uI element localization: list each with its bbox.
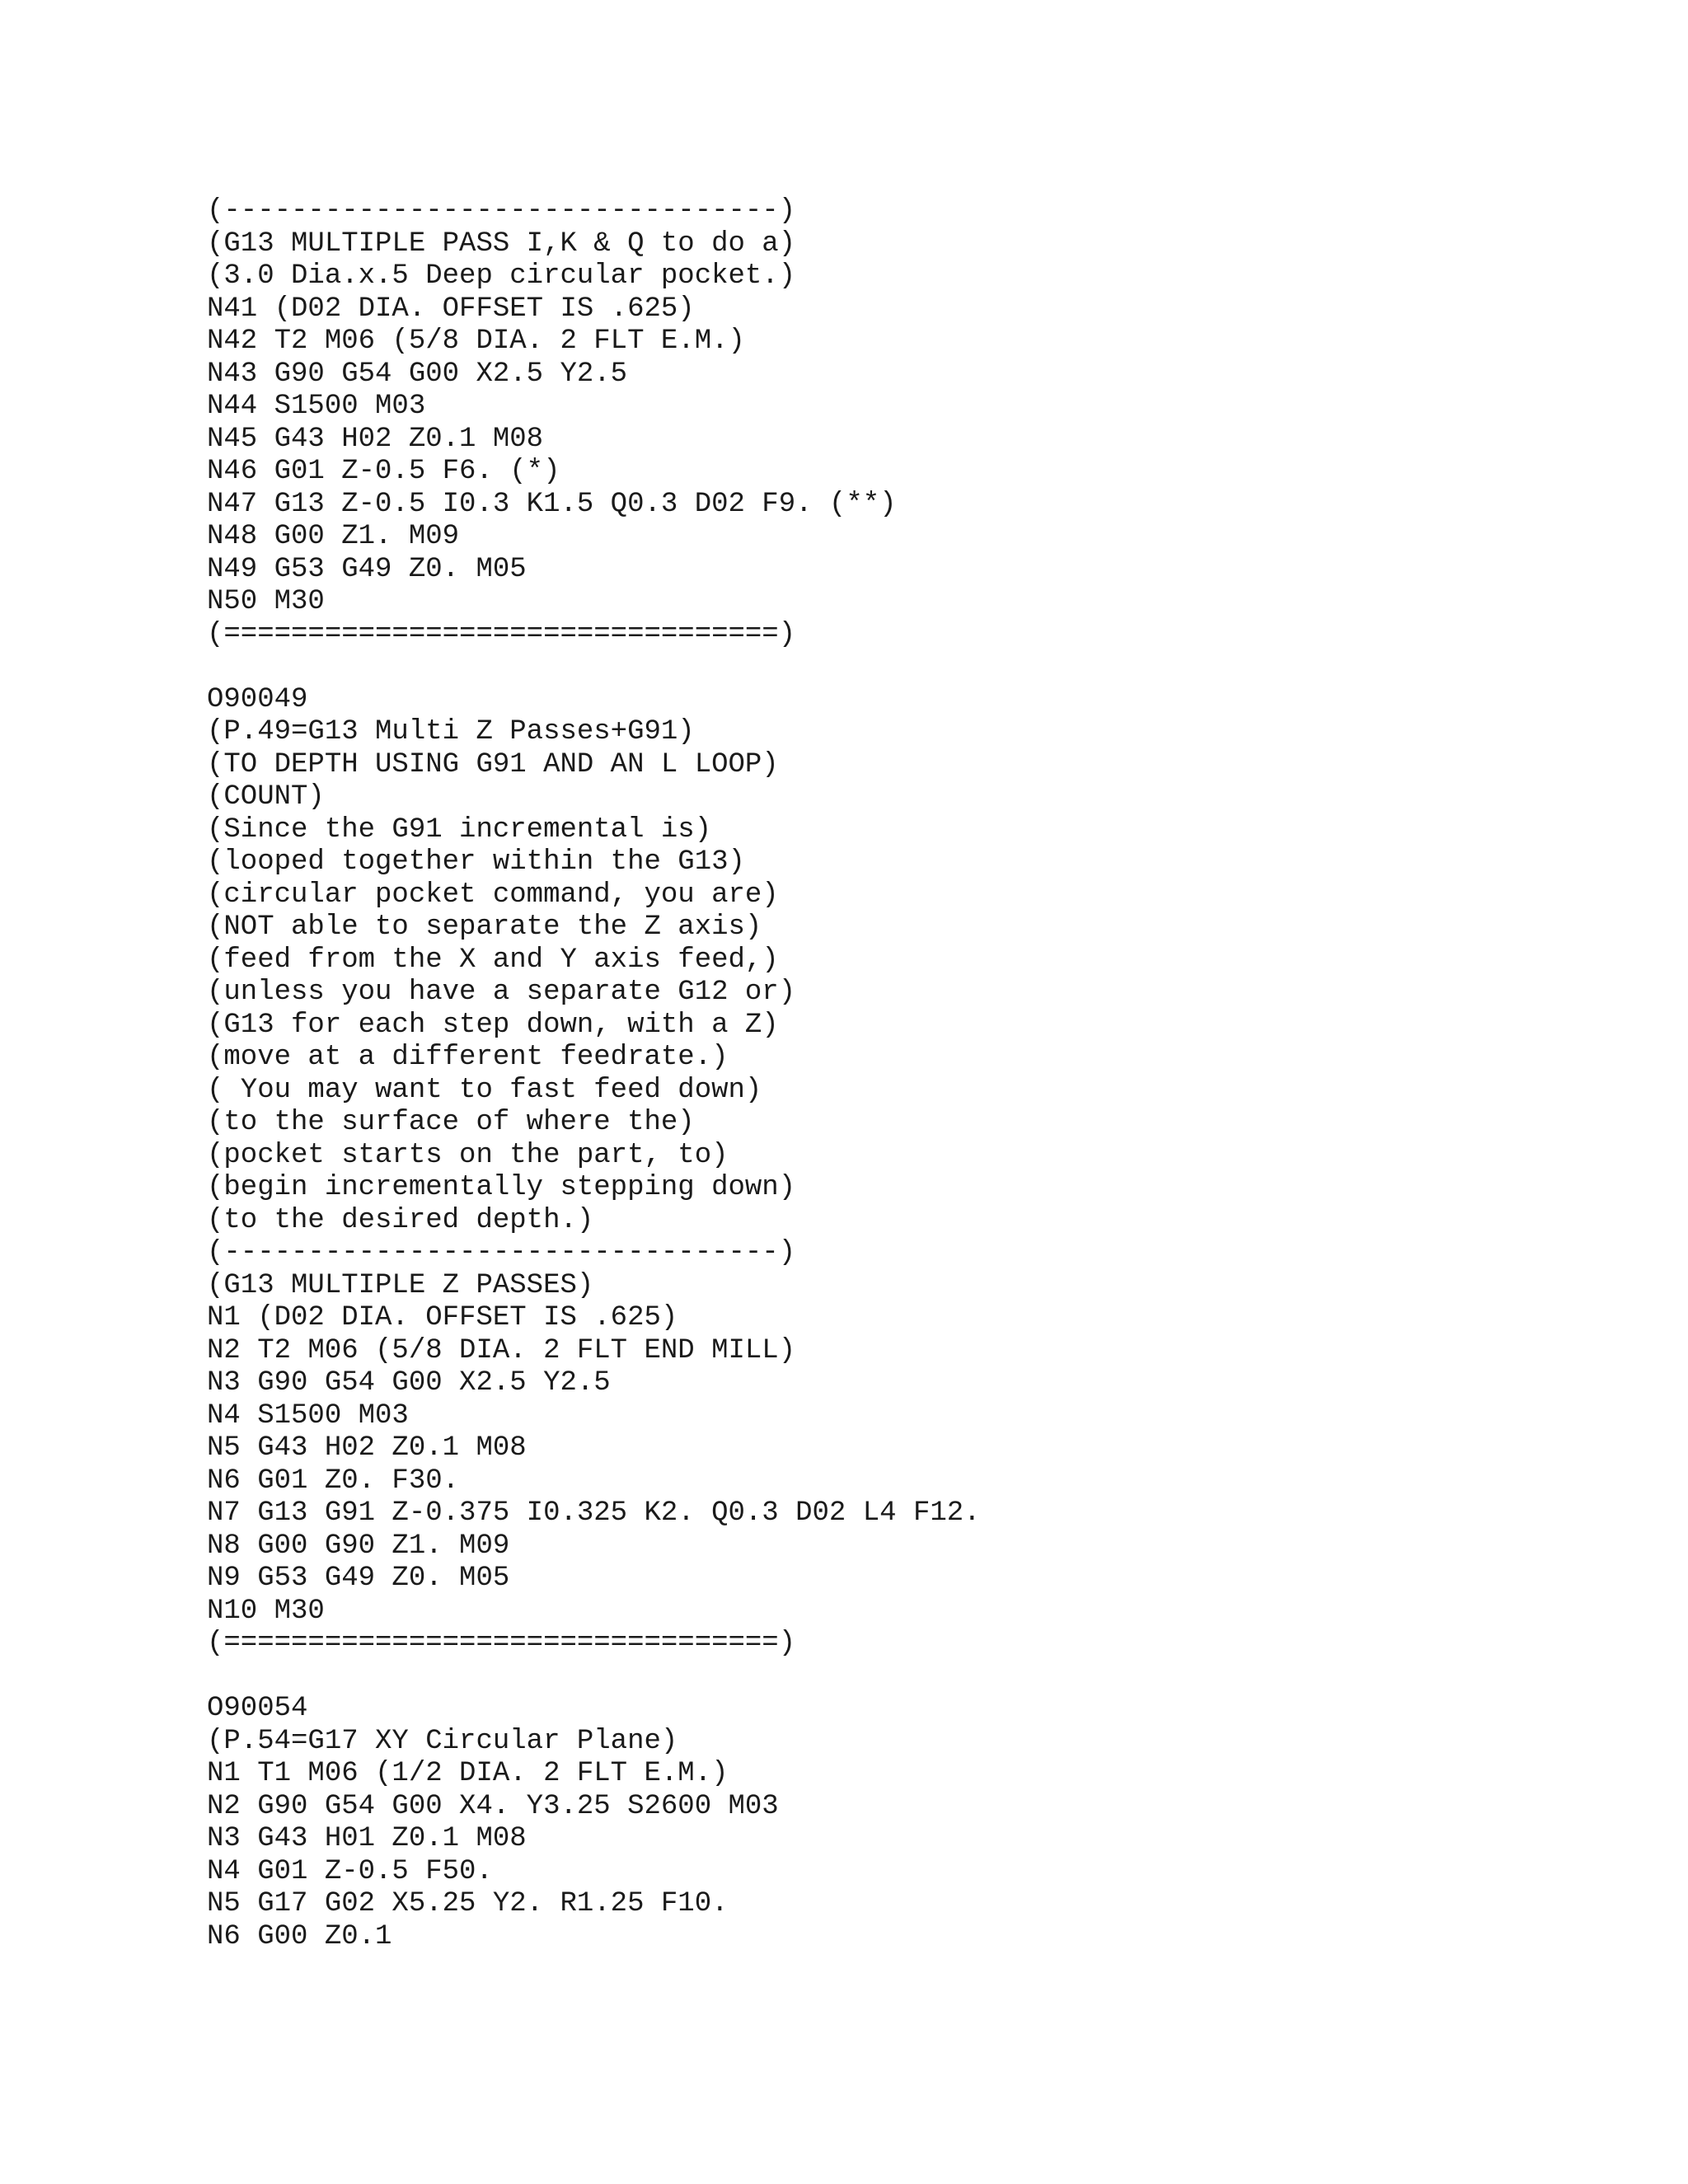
code-line: N44 S1500 M03: [207, 391, 426, 422]
code-line: N3 G90 G54 G00 X2.5 Y2.5: [207, 1367, 611, 1399]
code-line: N46 G01 Z-0.5 F6. (*): [207, 456, 560, 487]
code-line: N6 G01 Z0. F30.: [207, 1465, 460, 1497]
code-line: N10 M30: [207, 1595, 325, 1627]
code-line: N49 G53 G49 Z0. M05: [207, 553, 527, 585]
code-line: (P.49=G13 Multi Z Passes+G91): [207, 716, 695, 748]
code-line: O90054: [207, 1693, 308, 1724]
code-line: (G13 MULTIPLE PASS I,K & Q to do a): [207, 227, 796, 260]
code-line: (TO DEPTH USING G91 AND AN L LOOP): [207, 748, 779, 780]
gcode-listing: [207, 195, 981, 1953]
code-line: N5 G43 H02 Z0.1 M08: [207, 1432, 527, 1464]
code-line: N1 T1 M06 (1/2 DIA. 2 FLT E.M.): [207, 1758, 729, 1789]
code-line: N50 M30: [207, 586, 325, 617]
code-line: (3.0 Dia.x.5 Deep circular pocket.): [207, 260, 796, 292]
code-line: N4 G01 Z-0.5 F50.: [207, 1855, 493, 1887]
code-line: N2 T2 M06 (5/8 DIA. 2 FLT END MILL): [207, 1334, 796, 1366]
code-line: N8 G00 G90 Z1. M09: [207, 1530, 510, 1562]
code-line: (to the desired depth.): [207, 1204, 594, 1236]
code-line: (---------------------------------): [207, 195, 796, 227]
code-line: N1 (D02 DIA. OFFSET IS .625): [207, 1302, 678, 1333]
code-line: (P.54=G17 XY Circular Plane): [207, 1725, 678, 1757]
code-line: (unless you have a separate G12 or): [207, 977, 796, 1008]
code-line: (to the surface of where the): [207, 1107, 695, 1138]
code-line: (pocket starts on the part, to): [207, 1139, 729, 1171]
code-line: (NOT able to separate the Z axis): [207, 912, 762, 943]
code-line: (looped together within the G13): [207, 846, 745, 878]
code-line: (---------------------------------): [207, 1237, 796, 1268]
code-line: N3 G43 H01 Z0.1 M08: [207, 1823, 527, 1854]
code-line: N4 S1500 M03: [207, 1399, 409, 1432]
blank-line: [207, 1661, 981, 1694]
code-line: ( You may want to fast feed down): [207, 1074, 762, 1106]
code-line: (=================================): [207, 1628, 796, 1659]
code-line: (G13 MULTIPLE Z PASSES): [207, 1269, 594, 1301]
code-line: N47 G13 Z-0.5 I0.3 K1.5 Q0.3 D02 F9. (**): [207, 488, 897, 520]
code-line: O90049: [207, 683, 308, 715]
code-line: (G13 for each step down, with a Z): [207, 1009, 779, 1041]
code-line: (move at a different feedrate.): [207, 1042, 729, 1073]
code-line: N5 G17 G02 X5.25 Y2. R1.25 F10.: [207, 1888, 729, 1919]
code-line: N7 G13 G91 Z-0.375 I0.325 K2. Q0.3 D02 L4 F12.: [207, 1497, 981, 1529]
code-line: (Since the G91 incremental is): [207, 813, 712, 846]
code-line: N41 (D02 DIA. OFFSET IS .625): [207, 293, 695, 325]
code-line: N43 G90 G54 G00 X2.5 Y2.5: [207, 358, 628, 390]
code-line: (COUNT): [207, 781, 325, 813]
code-line: N9 G53 G49 Z0. M05: [207, 1563, 510, 1594]
code-line: N42 T2 M06 (5/8 DIA. 2 FLT E.M.): [207, 326, 745, 357]
code-line: N45 G43 H02 Z0.1 M08: [207, 423, 544, 455]
blank-line: [207, 651, 981, 684]
code-line: N2 G90 G54 G00 X4. Y3.25 S2600 M03: [207, 1790, 779, 1822]
code-line: N6 G00 Z0.1: [207, 1920, 392, 1952]
code-line: N48 G00 Z1. M09: [207, 521, 460, 552]
code-line: (=================================): [207, 618, 796, 650]
code-line: (circular pocket command, you are): [207, 879, 779, 911]
code-line: (feed from the X and Y axis feed,): [207, 944, 779, 976]
code-line: (begin incrementally stepping down): [207, 1172, 796, 1203]
